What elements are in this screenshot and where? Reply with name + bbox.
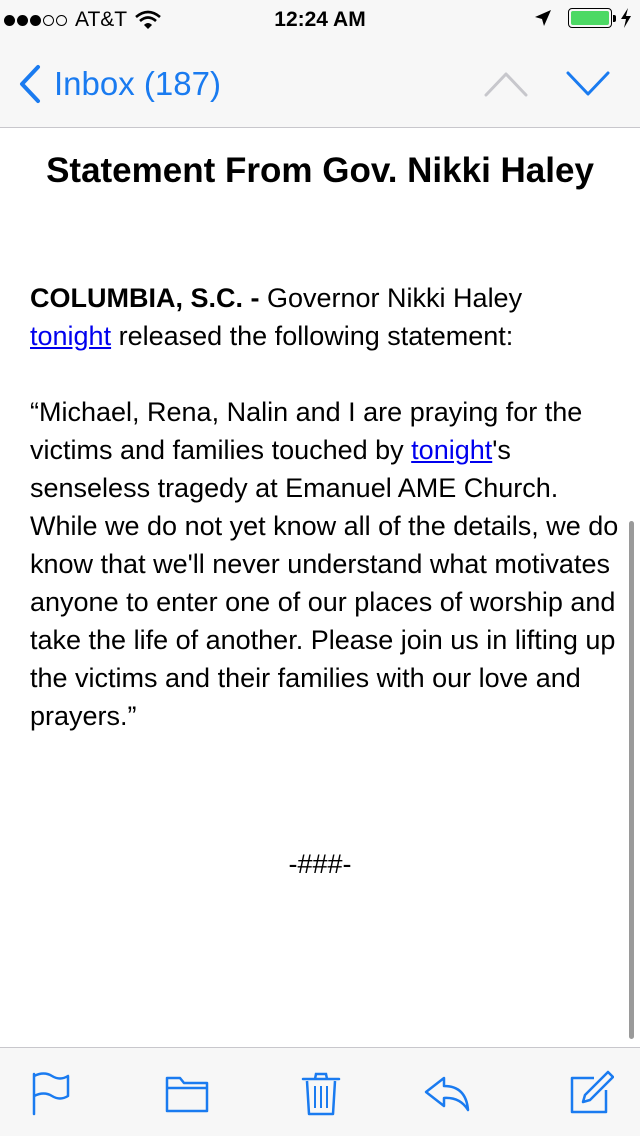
scrollbar[interactable] — [629, 521, 634, 1039]
paragraph-intro — [30, 279, 610, 355]
intro-text-end: released the following statement: — [111, 321, 514, 351]
statement-text-end: 's senseless tragedy at Emanuel AME Church. While we do not yet know all of the details, we do know that we'll never understand what motivates anyone to enter one of our places of worship and take the life of another. Please join us in lifting up the victims and their families with our love and prayers.” — [30, 435, 619, 731]
dateline: COLUMBIA, S.C. - — [30, 283, 260, 313]
intro-text: Governor Nikki Haley — [259, 283, 523, 313]
status-time: 12:24 AM — [274, 8, 366, 31]
tonight-link[interactable]: tonight — [30, 321, 112, 351]
statement-text-start: “Michael, Rena, Nalin and I are praying for the victims and families touched by — [30, 397, 583, 465]
move-to-folder-button[interactable] — [164, 1070, 210, 1116]
battery-tip — [613, 15, 616, 22]
previous-message-button[interactable] — [484, 70, 528, 98]
bottom-toolbar — [0, 1047, 640, 1136]
charging-bolt-icon — [620, 8, 632, 28]
closing-marker: -###- — [288, 849, 352, 879]
status-right — [534, 8, 632, 28]
status-bar — [0, 0, 640, 40]
nav-bar — [0, 40, 640, 128]
back-to-inbox-button[interactable] — [18, 64, 221, 104]
flag-button[interactable] — [28, 1070, 74, 1116]
next-message-button[interactable] — [566, 70, 610, 98]
reply-button[interactable] — [424, 1070, 470, 1116]
paragraph-statement — [30, 393, 620, 735]
flag-icon — [28, 1070, 74, 1116]
compose-button[interactable] — [568, 1070, 614, 1116]
email-body[interactable] — [0, 129, 640, 1047]
battery-fill — [571, 11, 609, 25]
carrier-name: AT&T — [75, 8, 128, 31]
reply-icon — [424, 1070, 470, 1116]
trash-icon — [298, 1070, 344, 1116]
back-label: Inbox (187) — [54, 65, 221, 102]
chevron-left-icon — [18, 64, 42, 104]
battery-icon — [568, 8, 612, 28]
delete-button[interactable] — [298, 1070, 344, 1116]
folder-icon — [164, 1070, 210, 1116]
tonight-link[interactable]: tonight — [411, 435, 493, 465]
email-title: Statement From Gov. Nikki Haley — [46, 151, 594, 190]
location-arrow-icon — [534, 9, 552, 27]
compose-icon — [568, 1070, 614, 1116]
